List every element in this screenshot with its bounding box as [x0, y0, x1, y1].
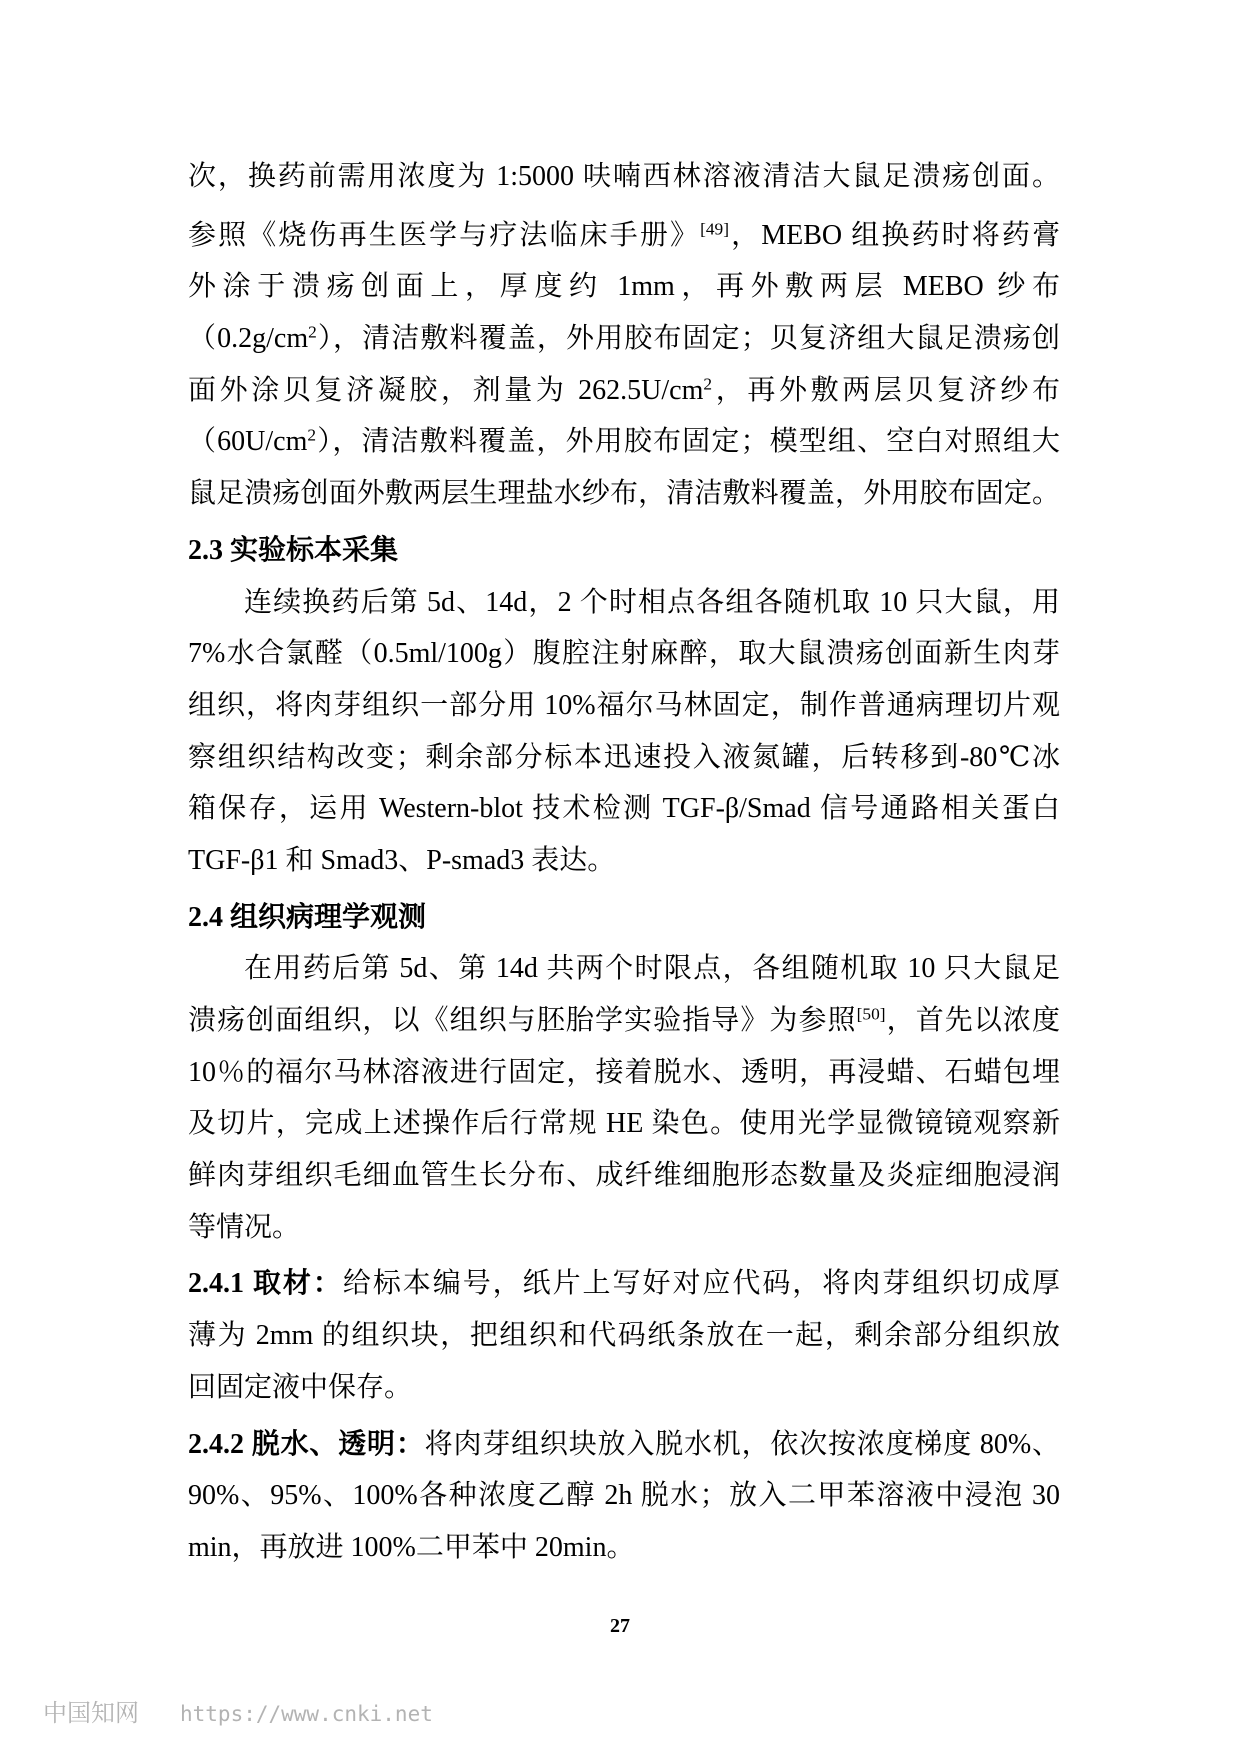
text-line [188, 1419, 1060, 1471]
text-line [188, 995, 1060, 1047]
text-line [188, 416, 1060, 468]
text-line: 组织，将肉芽组织一部分用 10%福尔马林固定，制作普通病理切片观 [188, 689, 1060, 721]
text-segment: （0.2g/cm [188, 323, 309, 355]
text-segment: 面外涂贝复济凝胶，剂量为 262.5U/cm [188, 374, 704, 406]
text-line: 90%、95%、100%各种浓度乙醇 2h 脱水；放入二甲苯溶液中浸泡 30 [188, 1480, 1060, 1512]
text-segment: 将肉芽组织块放入脱水机，依次按浓度梯度 80%、 [424, 1428, 1060, 1460]
text-line [188, 365, 1060, 417]
text-segment: （60U/cm [188, 426, 308, 458]
text-line: TGF-β1 和 Smad3、P-smad3 表达。 [188, 844, 616, 876]
superscript: 2 [307, 425, 317, 445]
text-segment: ，MEBO 组换药时将药膏 [729, 219, 1060, 251]
page-number: 27 [610, 1615, 630, 1637]
body-text [188, 151, 1060, 1574]
citation-ref: [49] [700, 219, 729, 239]
text-line: 及切片，完成上述操作后行常规 HE 染色。使用光学显微镜镜观察新 [188, 1108, 1060, 1140]
text-line: 在用药后第 5d、第 14d 共两个时限点，各组随机取 10 只大鼠足 [244, 953, 1060, 985]
subsection-label: 2.4.2 脱水、透明： [188, 1428, 425, 1460]
text-line: 鼠足溃疡创面外敷两层生理盐水纱布，清洁敷料覆盖，外用胶布固定。 [188, 478, 1060, 510]
text-segment: 参照《烧伤再生医学与疗法临床手册》 [188, 219, 701, 251]
paragraph [188, 151, 1060, 520]
citation-ref: [50] [856, 1004, 886, 1024]
paragraph [188, 1419, 1060, 1574]
text-line: 察组织结构改变；剩余部分标本迅速投入液氮罐，后转移到-80℃冰 [188, 741, 1060, 773]
text-line [188, 1258, 1060, 1310]
text-line: 10％的福尔马林溶液进行固定，接着脱水、透明，再浸蜡、石蜡包埋 [188, 1056, 1060, 1088]
text-segment: ，首先以浓度 [885, 1005, 1060, 1036]
text-segment: ），清洁敷料覆盖，外用胶布固定；贝复济组大鼠足溃疡创 [316, 323, 1060, 355]
text-line: 次，换药前需用浓度为 1:5000 呋喃西林溶液清洁大鼠足溃疡创面。 [188, 161, 1060, 192]
text-line: 外涂于溃疡创面上，厚度约 1mm，再外敷两层 MEBO 纱布 [188, 271, 1060, 303]
text-line [188, 210, 1060, 262]
text-line [188, 313, 1060, 365]
section-heading: 2.4 组织病理学观测 [188, 901, 427, 933]
text-line: 箱保存，运用 Western-blot 技术检测 TGF-β/Smad 信号通路相关蛋白 [188, 793, 1060, 825]
text-segment: ），清洁敷料覆盖，外用胶布固定；模型组、空白对照组大 [316, 426, 1060, 458]
text-line: 7%水合氯醛（0.5ml/100g）腹腔注射麻醉，取大鼠溃疡创面新生肉芽 [188, 638, 1060, 670]
paragraph [188, 943, 1060, 1253]
text-segment: ，再外敷两层贝复济纱布 [712, 374, 1060, 406]
paragraph [188, 1258, 1060, 1413]
superscript: 2 [308, 322, 317, 342]
paragraph [188, 577, 1060, 887]
text-line: 鲜肉芽组织毛细血管生长分布、成纤维细胞形态数量及炎症细胞浸润 [188, 1160, 1060, 1192]
text-line: min，再放进 100%二甲苯中 20min。 [188, 1531, 635, 1563]
text-segment: 给标本编号，纸片上写好对应代码，将肉芽组织切成厚 [342, 1268, 1060, 1300]
text-line: 连续换药后第 5d、14d，2 个时相点各组各随机取 10 只大鼠，用 [244, 586, 1060, 618]
text-segment: 溃疡创面组织，以《组织与胚胎学实验指导》为参照 [188, 1005, 857, 1036]
footer-site-name: 中国知网 [43, 1699, 139, 1727]
text-line: 回固定液中保存。 [188, 1371, 413, 1403]
footer-url: https://www.cnki.net [180, 1702, 433, 1726]
text-line: 等情况。 [188, 1211, 301, 1243]
subsection-label: 2.4.1 取材： [188, 1268, 343, 1300]
superscript: 2 [703, 374, 713, 394]
text-line: 薄为 2mm 的组织块，把组织和代码纸条放在一起，剩余部分组织放 [188, 1320, 1060, 1352]
section-heading: 2.3 实验标本采集 [188, 534, 399, 566]
